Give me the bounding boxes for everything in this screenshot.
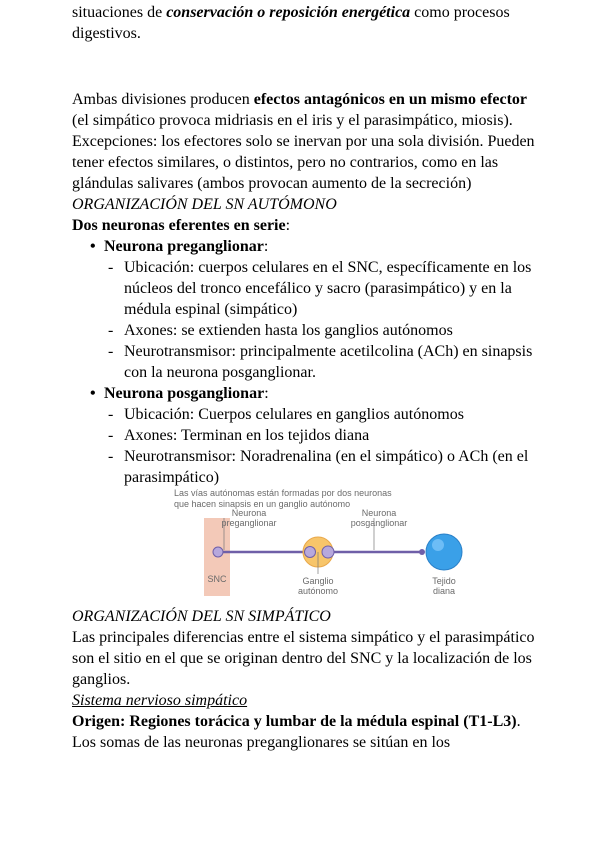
posganglionar-soma [322,546,334,558]
preganglionar-colon: : [263,238,269,255]
preganglionar-item: - Axones: se extienden hasta los ganglios autónomos [108,322,453,339]
target-highlight [432,539,444,551]
origen-emphasis: Origen: Regiones torácica y lumbar de la médula espinal (T1-L3) [72,713,517,730]
preganglionar-title: Neurona preganglionar [104,238,264,255]
origen-paragraph [72,711,542,732]
label-snc: SNC [207,574,227,584]
differences-paragraph: Las principales diferencias entre el sistema simpático y el parasimpático son el sitio en el que se originan dentro del SNC y la localización de los ganglios. [72,629,535,688]
two-neurons-emphasis: Dos neuronas eferentes en serie [72,217,286,234]
target-cell [426,534,462,570]
intro-emphasis: conservación o reposición energética [166,4,411,21]
posganglionar-item-text: Neurotransmisor: Noradrenalina (en el simpático) o ACh (en el parasimpático) [124,448,529,486]
label-preganglionar: Neurona preganglionar [221,508,277,528]
posganglionar-item-text: Axones: Terminan en los tejidos diana [124,427,370,444]
posganglionar-item: - Axones: Terminan en los tejidos diana [108,427,370,444]
preganglionar-item-text: Neurotransmisor: principalmente acetilcolina (ACh) en sinapsis con la neurona posganglionar. [124,343,533,381]
intro-text-end: como procesos digestivos. [72,4,510,42]
preganglionar-soma [213,547,223,557]
intro-text: situaciones de [72,4,167,21]
intro-paragraph [72,2,542,44]
antagonism-text: Ambas divisiones producen [72,91,254,108]
label-posganglionar: Neurona posganglionar [350,508,408,528]
axon-terminal [419,549,425,555]
posganglionar-colon: : [264,385,269,402]
antagonism-emphasis: efectos antagónicos en un mismo efector [253,91,528,108]
posganglionar-item-text: Ubicación: Cuerpos celulares en ganglios autónomos [124,406,464,423]
figure-caption: Las vías autónomas están formadas por dos neuronas que hacen sinapsis en un ganglio autónomo [174,488,392,509]
sistema-simpatico-heading: Sistema nervioso simpático [72,692,248,709]
antagonism-paragraph [72,89,542,131]
label-tejido: Tejido diana [432,576,456,596]
antagonism-text-end: (el simpático provoca midriasis en el iris y el parasimpático, miosis). [72,112,513,129]
org-simpatico-heading: ORGANIZACIÓN DEL SN SIMPÁTICO [72,608,331,625]
document-page [72,0,542,753]
posganglionar-item: - Ubicación: Cuerpos celulares en ganglios autónomos [108,406,464,423]
label-ganglio: Ganglio autónomo [297,576,339,596]
somas-paragraph: Los somas de las neuronas preganglionares se sitúan en los [72,734,451,751]
bullet-posganglionar [72,383,542,404]
preganglionar-item: - Ubicación: cuerpos celulares en el SNC, específicamente en los núcleos del tronco encefálico y sacro (parasimpático) y en la médula espinal (simpático) [108,259,532,318]
posganglionar-item: - Neurotransmisor: Noradrenalina (en el simpático) o ACh (en el parasimpático) [108,448,529,486]
org-autonomo-heading: ORGANIZACIÓN DEL SN AUTÓMONO [72,196,337,213]
posganglionar-title: Neurona posganglionar [104,385,265,402]
two-neurons-line [72,215,542,236]
spacer [72,44,542,86]
preganglionar-item-text: Axones: se extienden hasta los ganglios autónomos [124,322,453,339]
bullet-preganglionar [72,236,542,257]
two-neurons-colon: : [285,217,291,234]
exceptions-paragraph: Excepciones: los efectores solo se inervan por una sola división. Pueden tener efectos similares, o distintos, pero no contrarios, como en las glándulas salivares (ambos provocan aumento de la secreción) [72,133,535,192]
preganglionar-item: - Neurotransmisor: principalmente acetilcolina (ACh) en sinapsis con la neurona posganglionar. [108,343,533,381]
origen-period: . [516,713,521,730]
autonomic-pathway-figure [174,488,474,606]
preganglionar-item-text: Ubicación: cuerpos celulares en el SNC, específicamente en los núcleos del tronco encefálico y sacro (parasimpático) y en la médula espinal (simpático) [124,259,532,318]
synapse-terminal [305,547,316,558]
